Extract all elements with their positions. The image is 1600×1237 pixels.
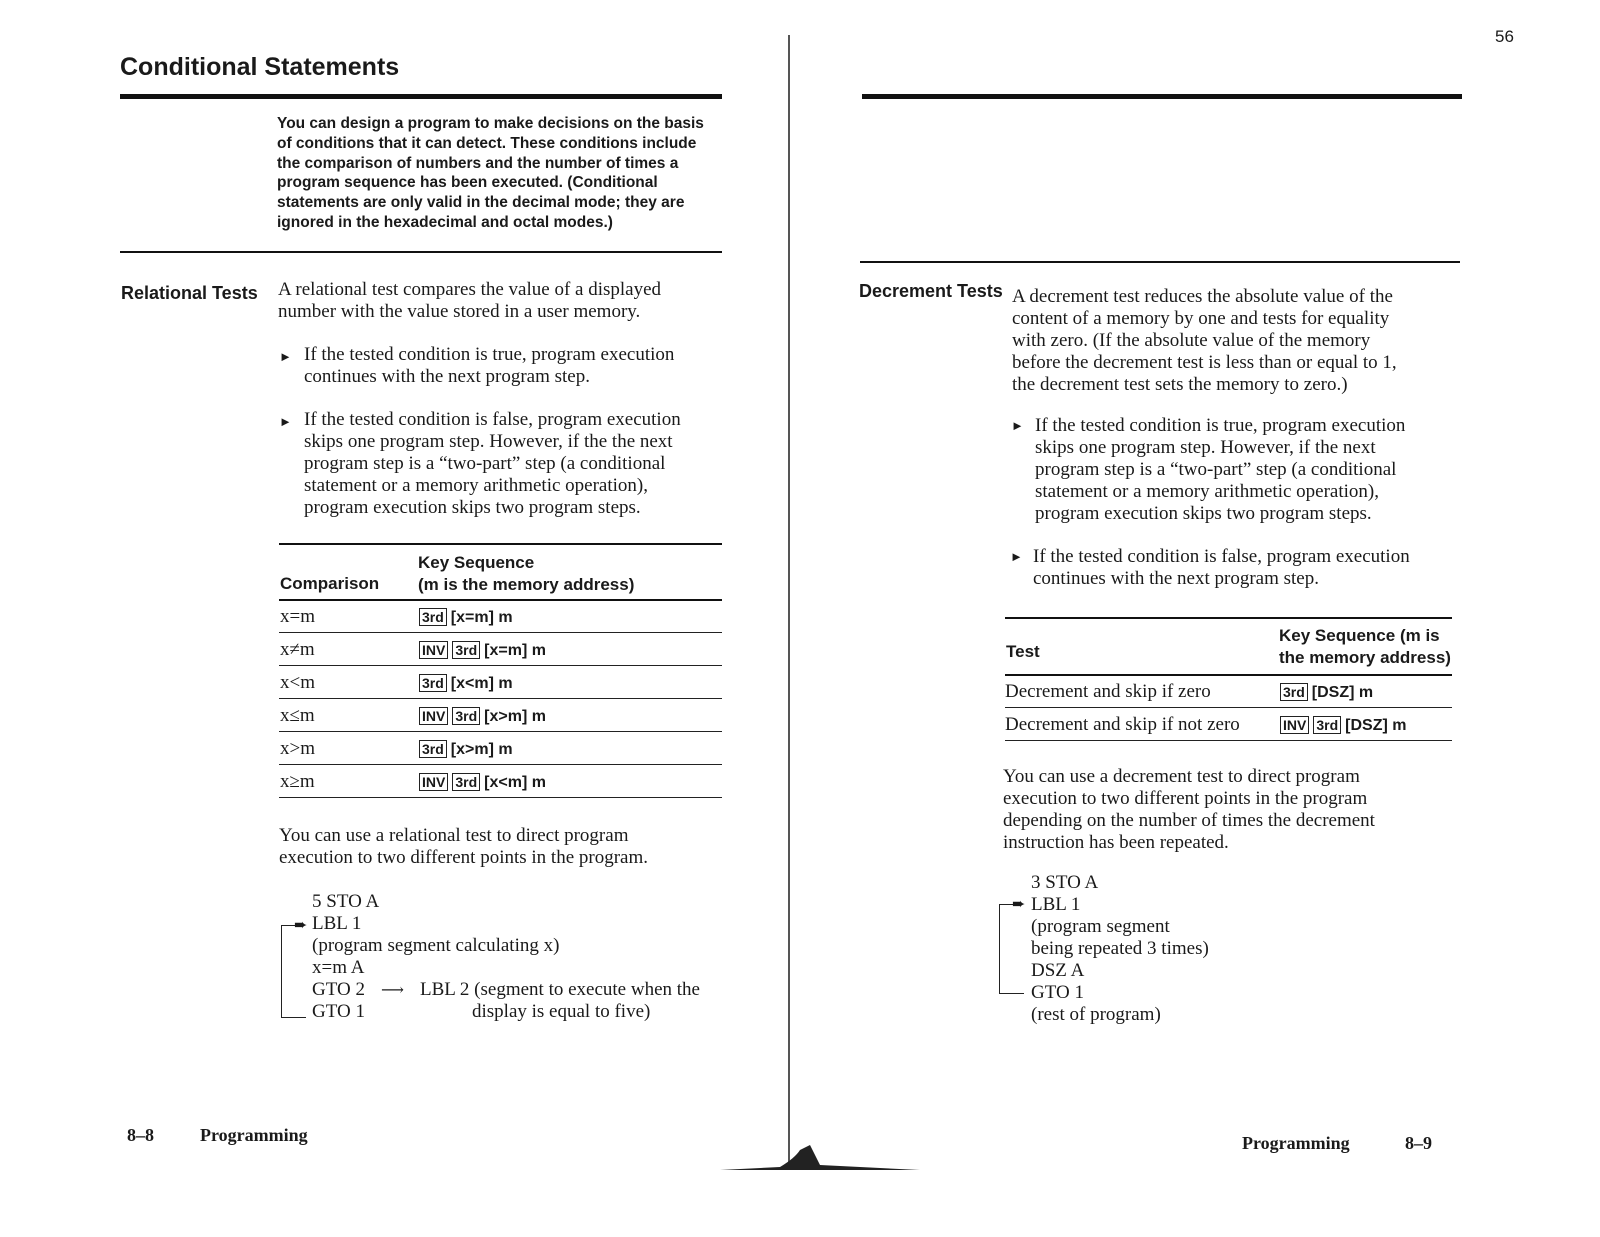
footer-chapter-right: Programming: [1242, 1133, 1350, 1153]
loop-bracket: [999, 904, 1000, 993]
intro-paragraph: You can design a program to make decisions on the basis of conditions that it can detect. These conditions include the comparison of numbers and the number of times a program sequence has been executed. (Conditional statements are only valid in the decimal mode; they are ignored in the hexadecimal and octal modes.): [277, 115, 704, 231]
key-3rd: 3rd: [1280, 683, 1308, 701]
relational-usage-paragraph: You can use a relational test to direct program execution to two different points in the program.: [279, 825, 649, 868]
bullet-arrow-icon: ►: [279, 414, 292, 429]
decrement-intro-paragraph: A decrement test reduces the absolute value of the content of a memory by one and tests for equality with zero. (If the absolute value of the memory before the decrement test is less than or equal to 1, the decrement test sets the memory to zero.): [1012, 286, 1397, 395]
key-inv: INV: [419, 707, 448, 725]
table-row: [279, 666, 722, 699]
arrow-right-icon: ➨: [294, 917, 308, 934]
arrow-right-icon: ➨: [1012, 896, 1026, 913]
key-sequence-cell: 3rd [x>m] m: [419, 738, 513, 760]
footer-chapter-left: Programming: [200, 1125, 308, 1145]
table-row: [279, 765, 722, 798]
title-rule-right: [862, 94, 1462, 99]
title-rule: [120, 94, 722, 99]
key-3rd: 3rd: [1313, 716, 1341, 734]
table-row: [279, 600, 722, 633]
key-inv: INV: [1280, 716, 1309, 734]
table-top-rule: [1005, 617, 1452, 619]
decrement-bullet-true: If the tested condition is true, program execution skips one program step. However, if the next program step is a “two-part” step (a conditional statement or a memory arithmetic operation), program execution skips two program steps.: [1035, 415, 1406, 524]
table-header-test: Test: [1006, 642, 1040, 661]
code-line: x=m A: [312, 957, 365, 978]
key-inv: INV: [419, 641, 448, 659]
key-sequence-cell: 3rd [x=m] m: [419, 606, 513, 628]
code-line: (program segment calculating x): [312, 935, 560, 956]
intro-rule: [120, 251, 722, 253]
table-row: [1005, 708, 1452, 741]
branch-note-line2: display is equal to five): [472, 1001, 651, 1022]
comparison-cell: x=m: [280, 606, 315, 627]
decrement-bullet-false: If the tested condition is false, program execution continues with the next program step.: [1033, 546, 1410, 589]
comparison-cell: x≤m: [280, 705, 315, 726]
page-binding-line: [788, 35, 790, 1165]
table-row: [279, 633, 722, 666]
code-line: 3 STO A: [1031, 872, 1099, 893]
comparison-cell: x≠m: [280, 639, 315, 660]
key-3rd: 3rd: [419, 740, 447, 758]
table-top-rule: [279, 543, 722, 545]
key-3rd: 3rd: [452, 773, 480, 791]
footer-page-number-left: 8–8: [127, 1125, 154, 1145]
code-line: DSZ A: [1031, 960, 1085, 981]
bullet-arrow-icon: ►: [1011, 418, 1024, 433]
section-label-decrement-tests: Decrement Tests: [859, 281, 1003, 301]
code-line: (rest of program): [1031, 1004, 1161, 1025]
section-label-relational-tests: Relational Tests: [121, 283, 258, 303]
test-cell: Decrement and skip if zero: [1005, 681, 1211, 702]
branch-note-line1: LBL 2 (segment to execute when the: [420, 979, 700, 1000]
relational-table: [279, 543, 722, 798]
decrement-program-listing: [1031, 872, 1209, 1026]
relational-intro-paragraph: A relational test compares the value of a displayed number with the value stored in a user memory.: [278, 279, 662, 322]
comparison-cell: x≥m: [280, 771, 315, 792]
code-line: being repeated 3 times): [1031, 938, 1209, 959]
comparison-cell: x<m: [280, 672, 315, 693]
decrement-usage-paragraph: You can use a decrement test to direct program execution to two different points in the program depending on the number of times the decrement instruction has been repeated.: [1003, 766, 1375, 853]
section-rule-right: [860, 261, 1460, 263]
loop-bracket-bottom: [999, 993, 1024, 994]
test-cell: Decrement and skip if not zero: [1005, 714, 1240, 735]
bullet-arrow-icon: ►: [1010, 549, 1023, 564]
key-sequence-cell: 3rd [DSZ] m: [1280, 681, 1373, 703]
footer-page-number-right: 8–9: [1405, 1133, 1432, 1153]
key-inv: INV: [419, 773, 448, 791]
relational-bullet-false: If the tested condition is false, program execution skips one program step. However, if the the next program step is a “two-part” step (a conditional statement or a memory arithmetic operation), program execution skips two program steps.: [304, 409, 681, 518]
key-sequence-cell: INV 3rd [x=m] m: [419, 639, 546, 661]
page-number: 56: [1495, 27, 1514, 46]
key-3rd: 3rd: [419, 608, 447, 626]
loop-bracket: [281, 925, 282, 1017]
code-line: GTO 1: [312, 1001, 365, 1022]
key-sequence-cell: 3rd [x<m] m: [419, 672, 513, 694]
table-header-comparison: Comparison: [280, 574, 380, 593]
relational-bullet-true: If the tested condition is true, program execution continues with the next program step.: [304, 344, 675, 387]
code-line: LBL 1: [1031, 894, 1081, 915]
code-line: GTO 2: [312, 979, 365, 1000]
code-line: GTO 1: [1031, 982, 1084, 1003]
key-sequence-cell: INV 3rd [DSZ] m: [1280, 714, 1406, 736]
code-line: 5 STO A: [312, 891, 380, 912]
table-header-key-sequence: Key Sequence (m is the memory address): [1279, 626, 1451, 667]
table-row: [279, 699, 722, 732]
code-line: (program segment: [1031, 916, 1170, 937]
decrement-table: [1005, 617, 1452, 742]
key-3rd: 3rd: [452, 707, 480, 725]
code-line: LBL 1: [312, 913, 362, 934]
bullet-arrow-icon: ►: [279, 349, 292, 364]
table-row: [279, 732, 722, 765]
page-title: Conditional Statements: [120, 53, 400, 81]
table-row: [1005, 675, 1452, 708]
table-header-key-sequence: Key Sequence (m is the memory address): [418, 553, 635, 594]
key-sequence-cell: INV 3rd [x>m] m: [419, 705, 546, 727]
key-3rd: 3rd: [452, 641, 480, 659]
key-3rd: 3rd: [419, 674, 447, 692]
binding-shadow: [720, 1140, 920, 1175]
comparison-cell: x>m: [280, 738, 315, 759]
arrow-right-icon: ⟶: [381, 982, 404, 999]
loop-bracket-bottom: [281, 1017, 306, 1018]
key-sequence-cell: INV 3rd [x<m] m: [419, 771, 546, 793]
